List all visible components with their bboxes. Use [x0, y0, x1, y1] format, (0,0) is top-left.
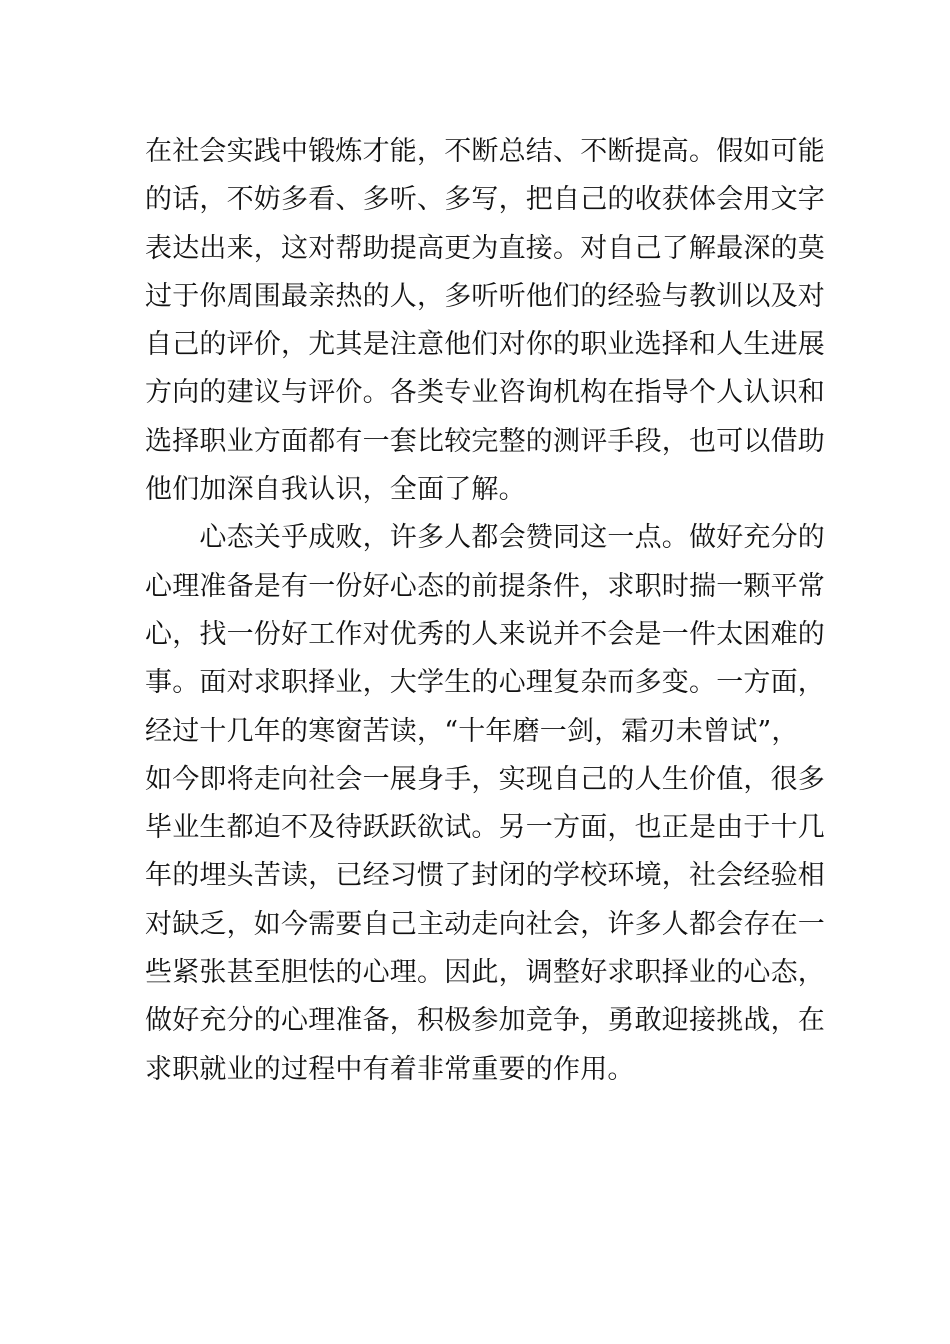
text-line: 自己的评价，尤其是注意他们对你的职业选择和人生进展 — [145, 329, 825, 361]
text-line: 方向的建议与评价。各类专业咨询机构在指导个人认识和 — [145, 377, 825, 409]
text-line: 心理准备是有一份好心态的前提条件，求职时揣一颗平常 — [145, 570, 825, 602]
text-line: 在社会实践中锻炼才能，不断总结、不断提高。假如可能 — [145, 136, 825, 167]
text-line: 心，找一份好工作对优秀的人来说并不会是一件太困难的 — [145, 618, 825, 650]
text-line: 如今即将走向社会一展身手，实现自己的人生价值，很多 — [145, 763, 825, 795]
text-line: 心态关乎成败，许多人都会赞同这一点。做好充分的 — [145, 522, 825, 554]
text-line: 对缺乏，如今需要自己主动走向社会，许多人都会存在一 — [145, 908, 825, 940]
paragraph-2 — [145, 514, 825, 1094]
text-line: 他们加深自我认识，全面了解。 — [145, 474, 526, 506]
text-line: 的话，不妨多看、多听、多写，把自己的收获体会用文字 — [145, 184, 825, 216]
text-line: 选择职业方面都有一套比较完整的测评手段，也可以借助 — [145, 425, 825, 457]
text-line: 做好充分的心理准备，积极参加竞争，勇敢迎接挑战，在 — [145, 1005, 825, 1037]
text-line: 毕业生都迫不及待跃跃欲试。另一方面，也正是由于十几 — [145, 812, 825, 844]
text-line: 年的埋头苦读，已经习惯了封闭的学校环境，社会经验相 — [145, 860, 825, 892]
text-line: 求职就业的过程中有着非常重要的作用。 — [145, 1053, 635, 1085]
text-line: 过于你周围最亲热的人，多听听他们的经验与教训以及对 — [145, 280, 825, 312]
text-line: 表达出来，这对帮助提高更为直接。对自己了解最深的莫 — [145, 232, 825, 264]
text-line: 些紧张甚至胆怯的心理。因此，调整好求职择业的心态， — [145, 957, 825, 989]
text-line: 经过十几年的寒窗苦读，“十年磨一剑，霜刃未曾试”， — [145, 715, 799, 747]
document-body — [145, 128, 825, 1094]
text-line: 事。面对求职择业，大学生的心理复杂而多变。一方面， — [145, 667, 825, 699]
paragraph-1 — [145, 128, 825, 514]
